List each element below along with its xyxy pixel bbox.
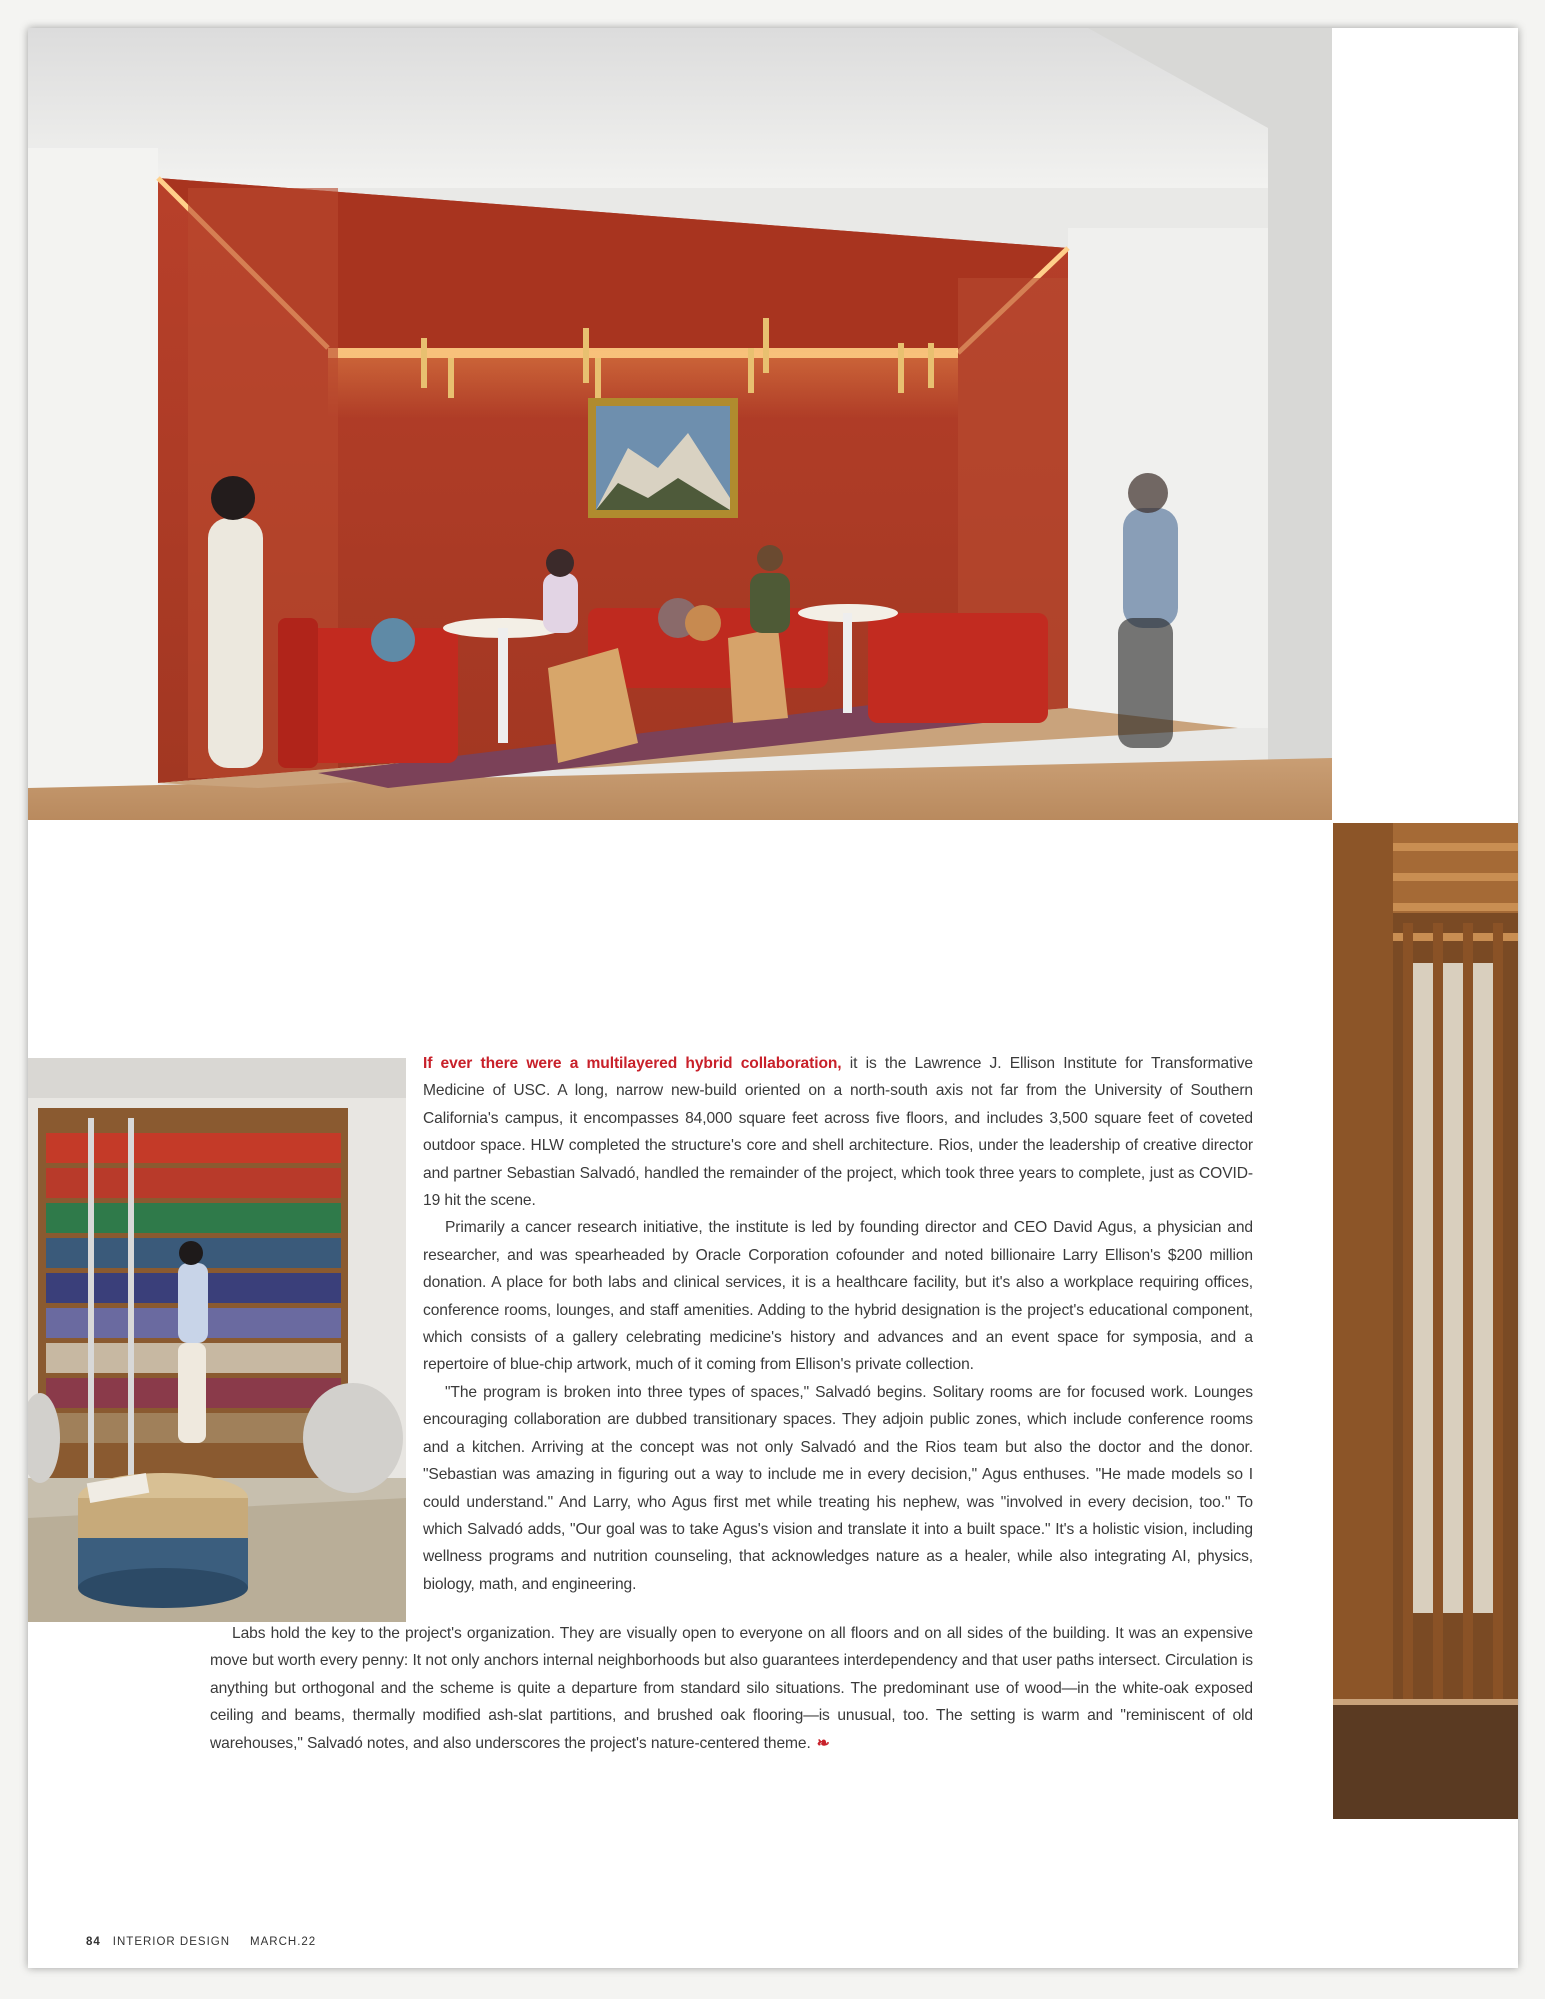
library-photo [28, 1058, 406, 1622]
lounge-photo [28, 28, 1332, 820]
issue-date: MARCH.22 [250, 1936, 317, 1948]
magazine-name: INTERIOR DESIGN [112, 1936, 231, 1948]
paragraph-1-text: it is the Lawrence J. Ellison Institute for Transformative Medicine of USC. A long, narrow new-build oriented on a north-south axis not far from the University of Southern California's campus, it encompasses 84,000 square feet across five floors, and includes 3,500 square feet of coveted outdoor space. HLW completed the structure's core and shell architecture. Rios, under the leadership of creative director and partner Sebastian Salvadó, handled the remainder of the project, which took three years to complete, just as COVID-19 hit the scene. [423, 1055, 1253, 1210]
paragraph-4 [210, 1620, 1253, 1757]
paragraph-3: "The program is broken into three types of spaces," Salvadó begins. Solitary rooms are for focused work. Lounges encouraging collaboration are dubbed transitionary spaces. They adjoin public zones, which include conference rooms and a kitchen. Arriving at the concept was not only Salvadó and the Rios team but also the doctor and the donor. "Sebastian was amazing in figuring out a way to include me in every decision," Agus enthuses. "He made models so I could understand." And Larry, who Agus first met while treating his nephew, was "involved in every decision, too." To which Salvadó adds, "Our goal was to take Agus's vision and translate it into a built space." It's a holistic vision, including wellness programs and nutrition counseling, that acknowledges nature as a healer, while also integrating AI, physics, biology, math, and engineering. [423, 1383, 1253, 1593]
article-body-full [210, 1620, 1253, 1757]
folio [86, 1936, 316, 1948]
wood-slat-photo [1333, 823, 1518, 1819]
hero-photo [28, 28, 1332, 820]
inset-photo [28, 1058, 406, 1622]
lead-in: If ever there were a multilayered hybrid collaboration, [423, 1055, 842, 1072]
side-strip-photo [1333, 823, 1518, 1819]
end-mark-icon: ❧ [816, 1734, 830, 1752]
paragraph-1 [423, 1050, 1253, 1214]
magazine-page [28, 28, 1518, 1968]
paragraph-4-text: Labs hold the key to the project's organization. They are visually open to everyone on all floors and on all sides of the building. It was an expensive move but worth every penny: It not only anchors internal neighborhoods but also guarantees interdependency and that user paths intersect. Circulation is anything but orthogonal and the scheme is quite a departure from standard silo situations. The predominant use of wood—in the white-oak exposed ceiling and beams, thermally modified ash-slat partitions, and brushed oak flooring—is unusual, too. The setting is warm and "reminiscent of old warehouses," Salvadó notes, and also underscores the project's nature-centered theme. [210, 1625, 1253, 1752]
article-body-column [423, 1050, 1253, 1598]
paragraph-2: Primarily a cancer research initiative, the institute is led by founding director and CEO David Agus, a physician and researcher, and was spearheaded by Oracle Corporation cofounder and noted billionaire Larry Ellison's $200 million donation. A place for both labs and clinical services, it is a healthcare facility, but it's also a workplace requiring offices, conference rooms, lounges, and staff amenities. Adding to the hybrid designation is the project's educational component, which consists of a gallery celebrating medicine's history and advances and an event space for symposia, and a repertoire of blue-chip artwork, much of it coming from Ellison's private collection. [423, 1219, 1253, 1374]
page-number: 84 [86, 1936, 101, 1948]
